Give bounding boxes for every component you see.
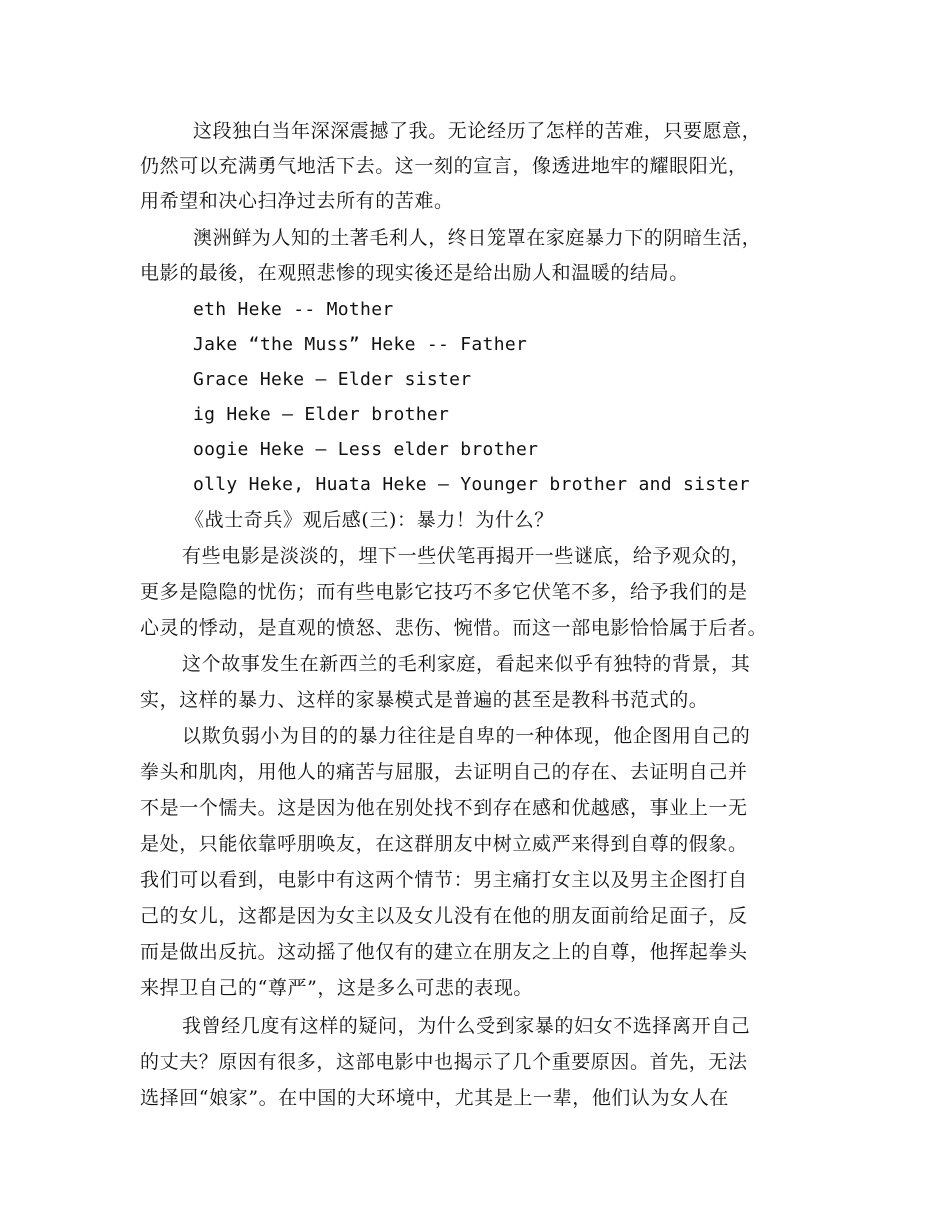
paragraph-line: 我们可以看到，电影中有这两个情节：男主痛打女主以及男主企图打自	[140, 869, 748, 891]
paragraph-line: 更多是隐隐的忧伤；而有些电影它技巧不多它伏笔不多，给予我们的是	[140, 581, 748, 603]
paragraph-line: 拳头和肌肉，用他人的痛苦与屈服，去证明自己的存在、去证明自己并	[140, 761, 748, 783]
paragraph-line: 己的女儿，这都是因为女主以及女儿没有在他的朋友面前给足面子，反	[140, 905, 748, 927]
cast-list-item: Grace Heke – Elder sister	[193, 369, 472, 390]
paragraph-line: 仍然可以充满勇气地活下去。这一刻的宣言，像透进地牢的耀眼阳光，	[140, 155, 748, 177]
cast-list-item: eth Heke -- Mother	[193, 299, 394, 320]
paragraph-line: 来捍卫自己的“尊严”，这是多么可悲的表现。	[140, 977, 534, 999]
paragraph-line: 以欺负弱小为目的的暴力往往是自卑的一种体现，他企图用自己的	[182, 725, 751, 747]
paragraph-line: 心灵的悸动，是直观的愤怒、悲伤、惋惜。而这一部电影恰恰属于后者。	[140, 617, 768, 639]
paragraph-line: 不是一个懦夫。这是因为他在别处找不到存在感和优越感，事业上一无	[140, 797, 748, 819]
paragraph-line: 澳洲鲜为人知的土著毛利人，终日笼罩在家庭暴力下的阴暗生活，	[193, 227, 762, 249]
paragraph-line: 用希望和决心扫净过去所有的苦难。	[140, 190, 454, 212]
paragraph-line: 我曾经几度有这样的疑问，为什么受到家暴的妇女不选择离开自己	[182, 1015, 751, 1037]
cast-list-item: Jake “the Muss” Heke -- Father	[193, 334, 528, 355]
cast-list-item: ig Heke – Elder brother	[193, 404, 450, 425]
paragraph-line: 而是做出反抗。这动摇了他仅有的建立在朋友之上的自尊，他挥起拳头	[140, 941, 748, 963]
paragraph-line: 这个故事发生在新西兰的毛利家庭，看起来似乎有独特的背景，其	[182, 653, 751, 675]
paragraph-line: 的丈夫？原因有很多，这部电影中也揭示了几个重要原因。首先，无法	[140, 1051, 748, 1073]
paragraph-line: 有些电影是淡淡的，埋下一些伏笔再揭开一些谜底，给予观众的，	[182, 545, 751, 567]
paragraph-line: 这段独白当年深深震撼了我。无论经历了怎样的苦难，只要愿意，	[193, 120, 762, 142]
cast-list-item: olly Heke, Huata Heke – Younger brother and sister	[193, 474, 750, 495]
paragraph-line: 是处，只能依靠呼朋唤友，在这群朋友中树立威严来得到自尊的假象。	[140, 833, 748, 855]
cast-list-item: oogie Heke – Less elder brother	[193, 439, 539, 460]
paragraph-line: 电影的最後，在观照悲惨的现实後还是给出励人和温暖的结局。	[140, 262, 689, 284]
paragraph-line: 选择回“娘家”。在中国的大环境中，尤其是上一辈，他们认为女人在	[140, 1087, 730, 1109]
section-heading: 《战士奇兵》观后感(三)：暴力！为什么？	[185, 509, 554, 531]
paragraph-line: 实，这样的暴力、这样的家暴模式是普遍的甚至是教科书范式的。	[140, 689, 709, 711]
